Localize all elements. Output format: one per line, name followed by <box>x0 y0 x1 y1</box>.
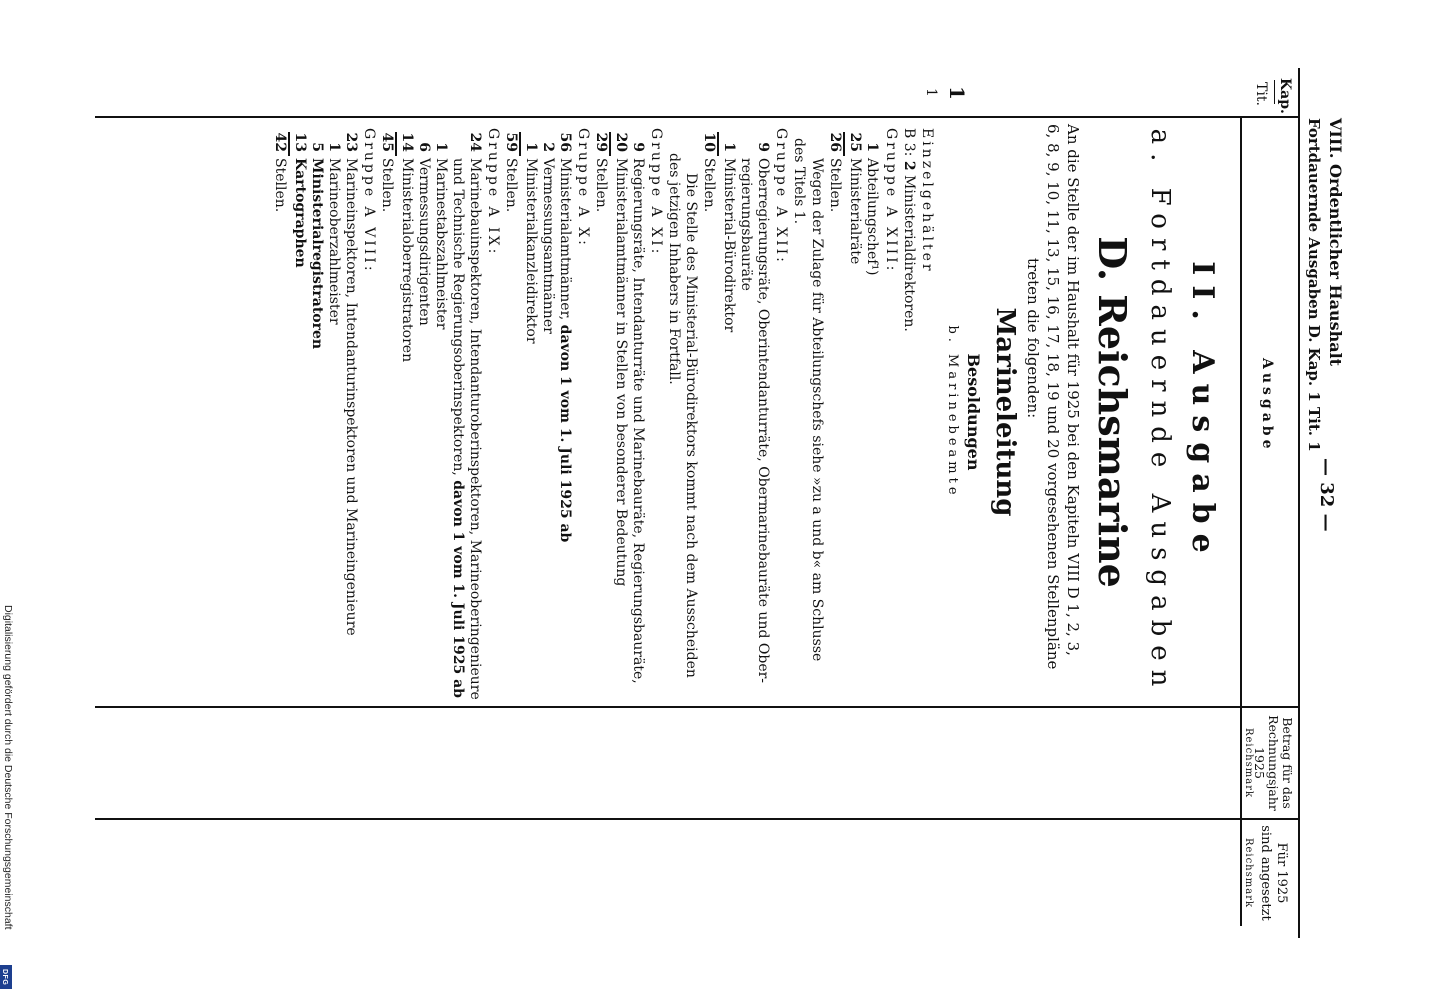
a11-row-2-text: Ministerialamtmänner in Stellen von besonderer Bedeutung <box>613 158 629 587</box>
a8-sum-rule <box>289 132 291 156</box>
a12-row-1-num: 9 <box>755 142 771 152</box>
col-betrag-l1: Betrag für das <box>1280 717 1295 809</box>
header-section: VIII. Ordentlicher Haushalt <box>1326 118 1345 367</box>
kap-tit-separator <box>1274 80 1275 104</box>
a8-row-3-num: 5 <box>309 142 325 152</box>
header-subsection: Fortdauernde Ausgaben D. Kap. 1 Tit. 1 <box>1305 118 1323 452</box>
a10-row-3 <box>523 128 539 344</box>
a9-row-1-num: 24 <box>467 132 483 152</box>
a10-row-1-bold: davon 1 vom 1. Juli 1925 ab <box>557 324 573 543</box>
a13-sum <box>827 128 843 212</box>
a11-sum-text: Stellen. <box>593 158 609 213</box>
a10-row-1-text: Ministerialamtmänner, <box>557 158 573 321</box>
a10-row-1 <box>557 128 573 542</box>
title-marinebeamte: b. Marinebeamte <box>945 325 960 499</box>
a12-sum <box>701 128 717 212</box>
a9-row-1-cont-text: und Technische Regierungsoberinspektoren, <box>450 158 466 476</box>
intro-line-1: An die Stelle der im Haushalt für 1925 bei den Kapiteln VIII D 1, 2, 3, <box>1064 124 1082 656</box>
a9-sum-rule <box>396 132 398 156</box>
a8-row-2-num: 1 <box>326 142 342 152</box>
a8-row-2 <box>326 128 342 325</box>
angesetzt-column-divider <box>95 818 1300 820</box>
a8-row-4-text: Kartographen <box>292 158 308 268</box>
a12-row-2-num: 1 <box>721 142 737 152</box>
a13-sum-rule <box>844 132 846 156</box>
a10-sum-text: Stellen. <box>503 158 519 213</box>
b3-text: Ministerialdirektoren. <box>901 175 917 332</box>
a8-row-2-text: Marineoberzahlmeister <box>326 158 342 325</box>
title-ausgabe: II. Ausgabe <box>1185 261 1220 563</box>
betrag-column-divider <box>95 706 1300 708</box>
a10-row-3-text: Ministerialkanzleidirektor <box>523 158 539 344</box>
a8-sum <box>272 128 288 212</box>
a9-row-1 <box>467 128 483 700</box>
col-betrag-l3: 1925 <box>1252 747 1267 779</box>
kap-value: 1 <box>945 86 969 100</box>
a13-row-2-num: 25 <box>847 132 863 152</box>
a9-row-4-text: Ministerialoberregistratoren <box>399 158 415 363</box>
a13-note-l1: Wegen der Zulage für Abteilungschefs siehe »zu a und b« am Schlusse <box>809 158 825 662</box>
a13-note-l2: des Titels 1. <box>791 138 807 225</box>
a13-row-2-text: Ministerialräte <box>847 158 863 265</box>
col-ausgabe: Ausgabe <box>1259 358 1275 453</box>
a13-row-1 <box>864 128 880 276</box>
credit-text: Digitalisierung gefördert durch die Deutsche Forschungsgemeinschaft <box>2 605 14 930</box>
a9-row-3-num: 6 <box>416 142 432 152</box>
a10-sum-rule <box>520 132 522 156</box>
col-kap: Kap. <box>1277 78 1293 114</box>
a11-row-2 <box>613 128 629 586</box>
a10-row-2 <box>540 128 556 334</box>
a9-row-2-text: Marinestabszahlmeister <box>433 158 449 330</box>
a12-row-2 <box>721 128 737 332</box>
col-angesetzt-unit: Reichsmark <box>1243 837 1254 909</box>
a13-sum-num: 26 <box>827 132 843 152</box>
a9-row-2 <box>433 128 449 330</box>
a11-sum-rule <box>610 132 612 156</box>
a8-row-4 <box>292 128 308 268</box>
a12-sum-text: Stellen. <box>701 158 717 213</box>
title-reichsmarine: D. Reichsmarine <box>1090 236 1135 588</box>
group-a11: Gruppe A XI: <box>648 128 664 257</box>
group-a8: Gruppe A VIII: <box>361 128 377 274</box>
a9-sum-text: Stellen. <box>379 158 395 213</box>
dfg-logo-text: DFG <box>1 969 8 986</box>
a10-row-1-num: 56 <box>557 132 573 152</box>
group-a13: Gruppe A XIII: <box>883 128 899 274</box>
a8-row-1-text: Marineinspektoren, Intendanturinspektoren und Marineingenieure <box>343 158 359 636</box>
col-betrag-unit: Reichsmark <box>1243 727 1254 799</box>
a8-row-3 <box>309 128 325 349</box>
a13-row-1-text: Abteilungschef¹) <box>864 158 880 276</box>
a11-sum <box>593 128 609 212</box>
a10-sum-num: 59 <box>503 132 519 152</box>
a9-row-3 <box>416 128 432 326</box>
intro-line-3: treten die folgenden: <box>1024 258 1042 419</box>
a8-sum-text: Stellen. <box>272 158 288 213</box>
a9-row-1-cont <box>450 158 466 698</box>
col-angesetzt-l2: sind angesetzt <box>1258 825 1273 921</box>
a12-sum-num: 10 <box>701 132 717 152</box>
digitization-credit <box>2 605 14 995</box>
title-besoldungen: Besoldungen <box>964 353 983 471</box>
document-page <box>95 58 1355 938</box>
a12-row-2-text: Ministerial-Bürodirektor <box>721 158 737 333</box>
title-fortdauernde: a. Fortdauernde Ausgaben <box>1145 128 1175 696</box>
a11-row-1-num: 9 <box>630 142 646 152</box>
a12-sum-rule <box>718 132 720 156</box>
group-a9: Gruppe A IX: <box>485 128 501 257</box>
col-angesetzt-l1: Für 1925 <box>1274 842 1289 904</box>
a11-row-1-text: Regierungsräte, Intendanturräte und Marinebauräte, Regierungsbauräte, <box>630 158 646 684</box>
a12-note-l2: des jetzigen Inhabers in Fortfall. <box>666 153 682 385</box>
a13-row-2 <box>847 128 863 264</box>
b3-row <box>901 128 917 332</box>
table-top-rule <box>1298 68 1300 938</box>
a8-row-4-num: 13 <box>292 132 308 152</box>
a11-sum-num: 29 <box>593 132 609 152</box>
a9-row-2-num: 1 <box>433 142 449 152</box>
b3-label: B 3: <box>901 128 917 157</box>
group-a12: Gruppe A XII: <box>773 128 789 265</box>
label-einzelgehaelter: Einzelgehälter <box>919 128 935 274</box>
a9-sum <box>379 128 395 212</box>
a12-row-1-cont: regierungsbauräte <box>738 158 754 291</box>
tit-value: 1 <box>923 88 939 97</box>
dfg-logo <box>0 965 12 989</box>
a11-row-1 <box>630 128 646 684</box>
a8-row-3-text: Ministerialregistratoren <box>309 158 325 350</box>
title-marineleitung: Marineleitung <box>990 307 1020 517</box>
a12-note-l1: Die Stelle des Ministerial-Bürodirektors kommt nach dem Ausscheiden <box>683 173 699 678</box>
a10-row-2-num: 2 <box>540 142 556 152</box>
a9-row-3-text: Vermessungsdirigenten <box>416 158 432 326</box>
page-number: — 32 — <box>1316 458 1337 532</box>
a10-row-3-num: 1 <box>523 142 539 152</box>
a10-row-2-text: Vermessungsamtmänner <box>540 158 556 334</box>
a9-sum-num: 45 <box>379 132 395 152</box>
col-tit: Tit. <box>1253 82 1269 106</box>
col-betrag-l2: Rechnungsjahr <box>1266 715 1281 811</box>
a8-row-1 <box>343 128 359 636</box>
a8-row-1-num: 23 <box>343 132 359 152</box>
a13-row-1-num: 1 <box>864 142 880 152</box>
intro-line-2: 6, 8, 9, 10, 11, 13, 15, 16, 17, 18, 19 und 20 vorgesehenen Stellenpläne <box>1044 124 1062 670</box>
a9-row-1-text: Marinebauinspektoren, Intendanturoberinspektoren, Marineoberingenieure <box>467 158 483 700</box>
a11-row-2-num: 20 <box>613 132 629 152</box>
group-a10: Gruppe A X: <box>575 128 591 248</box>
a8-sum-num: 42 <box>272 132 288 152</box>
a9-row-4-num: 14 <box>399 132 415 152</box>
a12-row-1 <box>755 128 771 683</box>
a10-sum <box>503 128 519 212</box>
header-bottom-rule <box>1241 116 1243 926</box>
a12-row-1-text: Oberregierungsräte, Oberintendanturräte, Obermarinebauräte und Ober- <box>755 158 771 684</box>
a9-row-1-bold: davon 1 vom 1. Juli 1925 ab <box>450 480 466 698</box>
a13-sum-text: Stellen. <box>827 158 843 213</box>
b3-num: 2 <box>901 160 917 171</box>
a9-row-4 <box>399 128 415 362</box>
